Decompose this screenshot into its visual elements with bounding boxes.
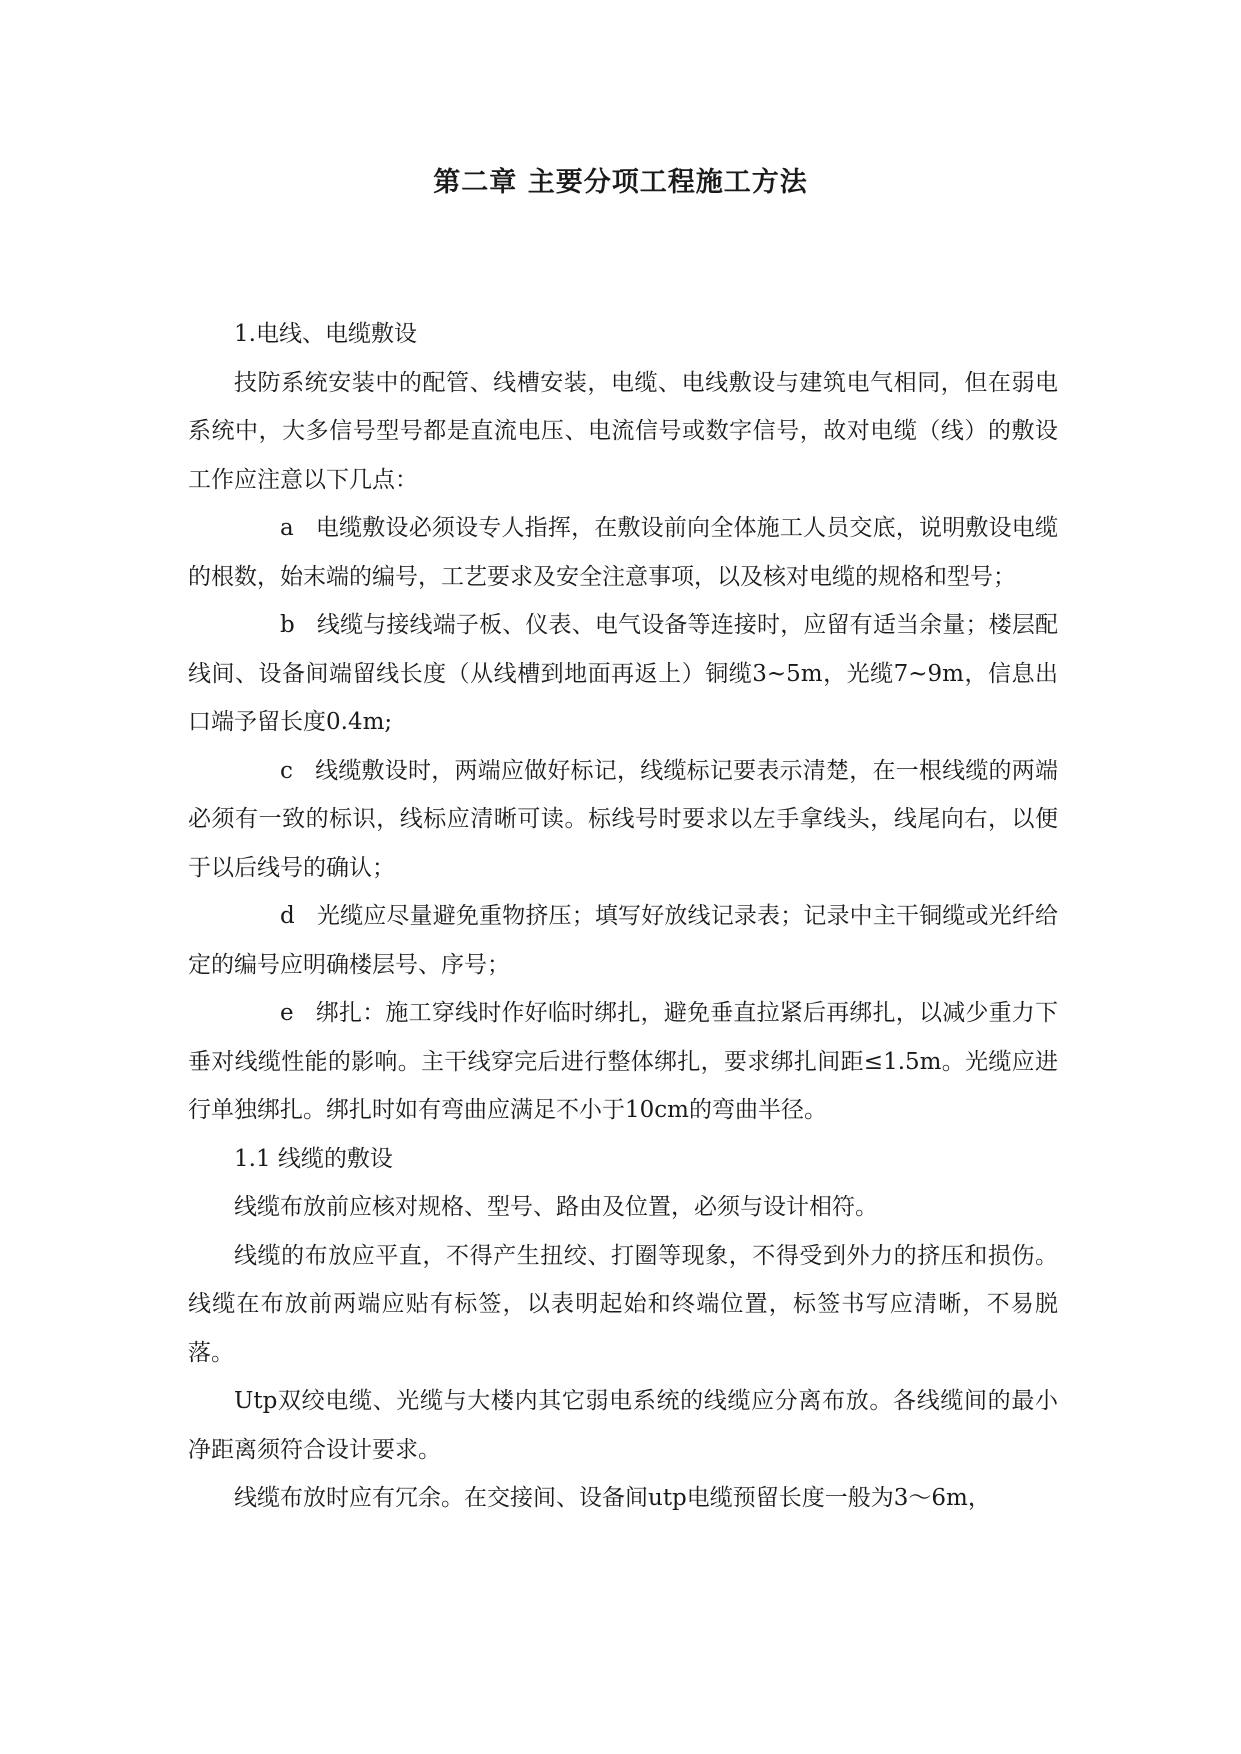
list-item-text: 线缆与接线端子板、仪表、电气设备等连接时，应留有适当余量；楼层配线间、设备间端留线长度（从线槽到地面再返上）铜缆3~5m，光缆7~9m，信息出口端予留长度0.4m; [188, 612, 1058, 735]
list-item-label: a [280, 515, 294, 541]
list-item-label: d [280, 903, 295, 929]
subsection-heading: 1.1 线缆的敷设 [234, 1145, 393, 1172]
list-item-text: 光缆应尽量避免重物挤压；填写好放线记录表；记录中主干铜缆或光纤给定的编号应明确楼层号、序号； [188, 903, 1058, 978]
list-item [188, 601, 1058, 747]
list-item-text: 绑扎：施工穿线时作好临时绑扎，避免垂直拉紧后再绑扎，以减少重力下垂对线缆性能的影响。主干线穿完后进行整体绑扎，要求绑扎间距≤1.5m。光缆应进行单独绑扎。绑扎时如有弯曲应满足不小于10cm的弯曲半径。 [188, 1000, 1058, 1123]
list-item-text: 线缆敷设时，两端应做好标记，线缆标记要表示清楚，在一根线缆的两端必须有一致的标识，线标应清晰可读。标线号时要求以左手拿线头，线尾向右，以便于以后线号的确认； [188, 757, 1058, 881]
document-body [188, 310, 1058, 1523]
list-item [188, 747, 1058, 893]
list-item [188, 892, 1058, 989]
chapter-title: 第二章 主要分项工程施工方法 [433, 167, 808, 198]
list-item [188, 504, 1058, 601]
list-item-label: c [280, 757, 293, 784]
list-item-label: e [280, 1000, 294, 1026]
paragraph: 线缆的布放应平直，不得产生扭绞、打圈等现象，不得受到外力的挤压和损伤。线缆在布放前两端应贴有标签，以表明起始和终端位置，标签书写应清晰，不易脱落。 [188, 1242, 1058, 1366]
list-item-label: b [280, 612, 295, 638]
list-item [188, 989, 1058, 1135]
paragraph: Utp双绞电缆、光缆与大楼内其它弱电系统的线缆应分离布放。各线缆间的最小净距离须符合设计要求。 [188, 1388, 1058, 1463]
paragraph: 线缆布放前应核对规格、型号、路由及位置，必须与设计相符。 [234, 1194, 878, 1220]
paragraph: 技防系统安装中的配管、线槽安装，电缆、电线敷设与建筑电气相同，但在弱电系统中，大多信号型号都是直流电压、电流信号或数字信号，故对电缆（线）的敷设工作应注意以下几点： [188, 369, 1058, 493]
paragraph: 线缆布放时应有冗余。在交接间、设备间utp电缆预留长度一般为3～6m， [234, 1485, 991, 1511]
list-item-text: 电缆敷设必须设专人指挥，在敷设前向全体施工人员交底，说明敷设电缆的根数，始末端的编号，工艺要求及安全注意事项，以及核对电缆的规格和型号； [188, 515, 1058, 590]
section-heading: 1.电线、电缆敷设 [234, 321, 417, 347]
